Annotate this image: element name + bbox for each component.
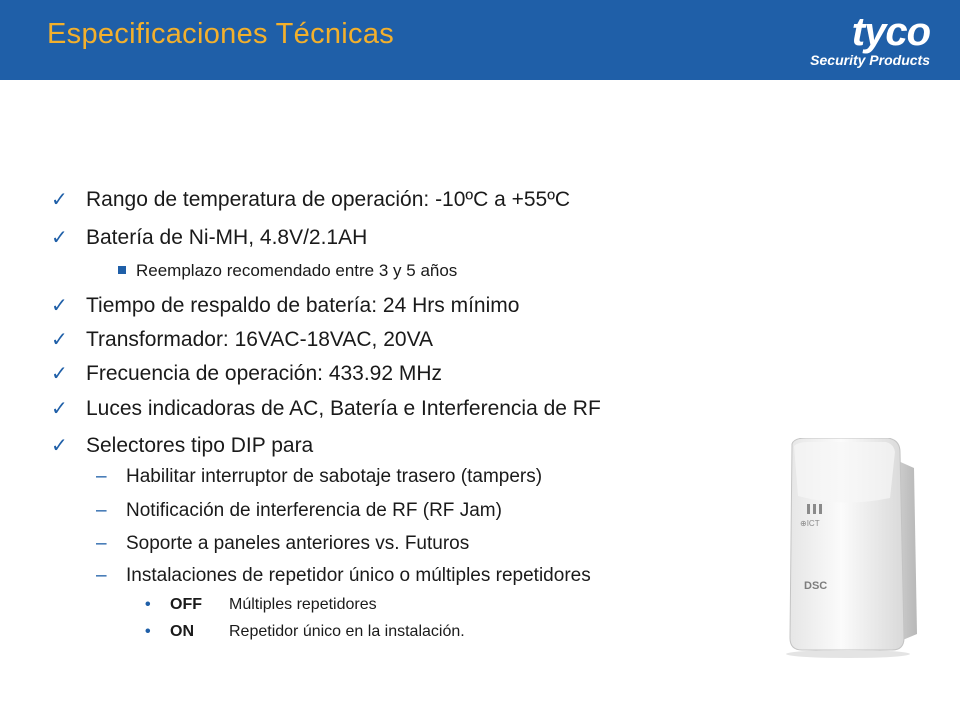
check-icon: ✓	[51, 295, 68, 317]
dash-bullet-icon: –	[96, 565, 107, 586]
dash-bullet-icon: –	[96, 500, 107, 521]
slide-title: Especificaciones Técnicas	[47, 18, 395, 50]
dip-subtext: Instalaciones de repetidor único o múltiples repetidores	[126, 565, 591, 586]
dsc-brand-label: DSC	[804, 580, 828, 592]
repeater-device-image	[778, 438, 930, 660]
tyco-logo	[730, 10, 930, 70]
dot-bullet-icon: •	[145, 596, 151, 613]
spec-text: Luces indicadoras de AC, Batería e Interferencia de RF	[86, 397, 601, 420]
spec-text: Selectores tipo DIP para	[86, 434, 314, 457]
check-icon: ✓	[51, 435, 68, 457]
square-bullet-icon	[118, 266, 126, 274]
check-icon: ✓	[51, 329, 68, 351]
check-icon: ✓	[51, 189, 68, 211]
dip-option-desc: Repetidor único en la instalación.	[229, 623, 465, 640]
logo-wordmark: tyco	[851, 10, 930, 54]
spec-text: Transformador: 16VAC-18VAC, 20VA	[86, 328, 434, 351]
dip-subtext: Habilitar interruptor de sabotaje trasero (tampers)	[126, 466, 543, 487]
dip-option-key: OFF	[170, 596, 202, 613]
device-small-label: ⊕ICT	[800, 519, 820, 528]
spec-text: Frecuencia de operación: 433.92 MHz	[86, 362, 443, 385]
spec-text: Tiempo de respaldo de batería: 24 Hrs mínimo	[86, 294, 520, 317]
spec-subtext: Reemplazo recomendado entre 3 y 5 años	[136, 261, 458, 280]
logo-subtitle: Security Products	[810, 52, 930, 68]
header-bar	[0, 0, 960, 80]
dash-bullet-icon: –	[96, 466, 107, 487]
spec-text: Rango de temperatura de operación: -10ºC a +55ºC	[86, 188, 571, 211]
dash-bullet-icon: –	[96, 533, 107, 554]
dot-bullet-icon: •	[145, 623, 151, 640]
dip-option-key: ON	[170, 623, 194, 640]
check-icon: ✓	[51, 363, 68, 385]
dip-subtext: Soporte a paneles anteriores vs. Futuros	[126, 533, 470, 554]
check-icon: ✓	[51, 398, 68, 420]
check-icon: ✓	[51, 227, 68, 249]
dip-option-desc: Múltiples repetidores	[229, 596, 377, 613]
spec-text: Batería de Ni-MH, 4.8V/2.1AH	[86, 226, 368, 249]
dip-subtext: Notificación de interferencia de RF (RF Jam)	[126, 500, 502, 521]
